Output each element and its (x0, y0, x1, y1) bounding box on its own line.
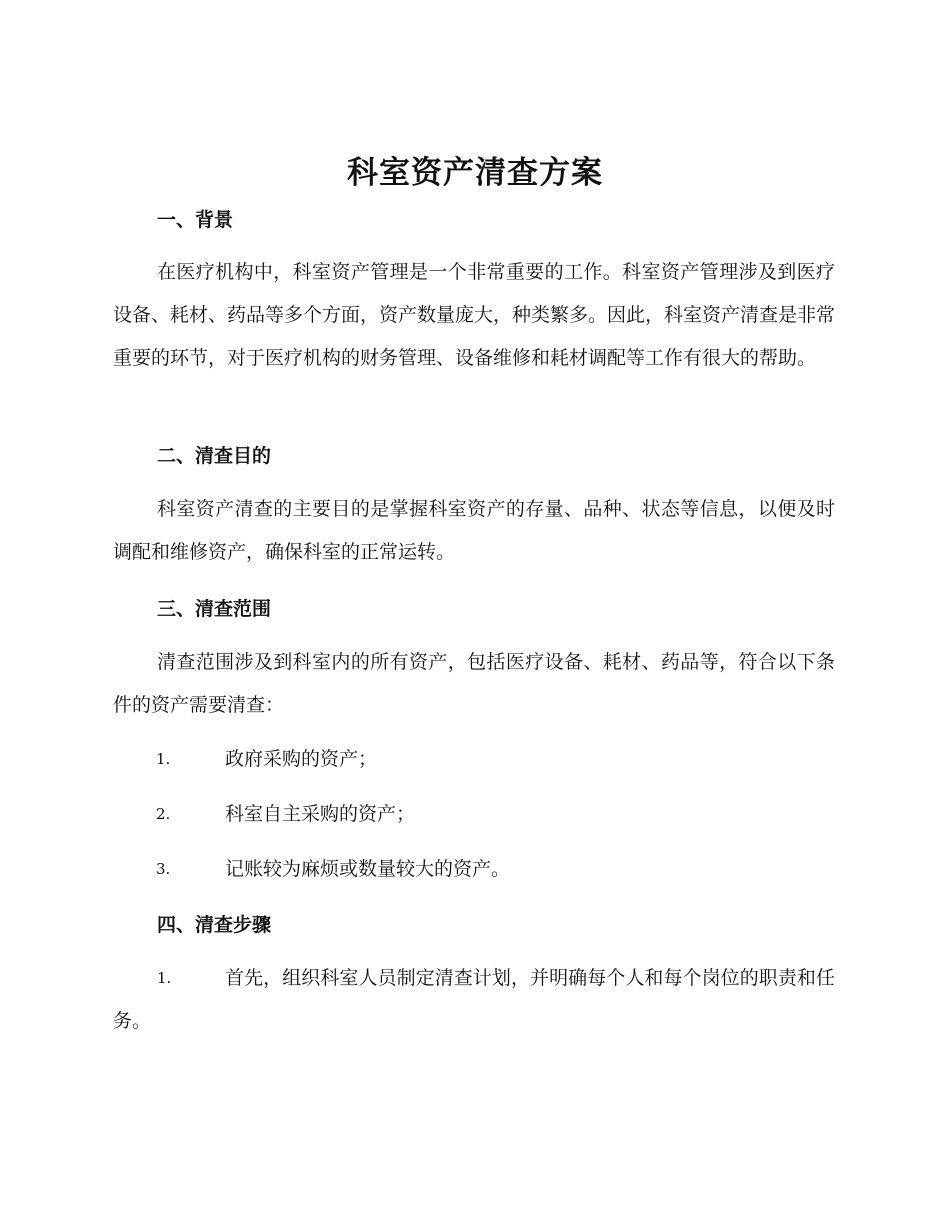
section-heading-scope: 三、清查范围 (157, 598, 272, 620)
list-item-number: 2. (156, 805, 171, 823)
list-item-text: 科室自主采购的资产； (225, 803, 416, 825)
section-paragraph-scope: 清查范围涉及到科室内的所有资产，包括医疗设备、耗材、药品等，符合以下条件的资产需要清查： (113, 651, 835, 716)
list-item-text: 政府采购的资产； (225, 748, 378, 770)
section-heading-purpose: 二、清查目的 (157, 445, 272, 467)
document-title: 科室资产清查方案 (347, 155, 603, 191)
section-paragraph-purpose: 科室资产清查的主要目的是掌握科室资产的存量、品种、状态等信息，以便及时调配和维修资产，确保科室的正常运转。 (113, 498, 835, 563)
section-heading-steps: 四、清查步骤 (157, 914, 272, 936)
step-item (113, 957, 835, 1043)
step-number: 1. (157, 969, 172, 987)
section-paragraph-background: 在医疗机构中，科室资产管理是一个非常重要的工作。科室资产管理涉及到医疗设备、耗材、药品等多个方面，资产数量庞大，种类繁多。因此，科室资产清查是非常重要的环节，对于医疗机构的财务管理、设备维修和耗材调配等工作有很大的帮助。 (113, 261, 836, 369)
list-item-number: 3. (156, 860, 171, 878)
step-text: 首先，组织科室人员制定清查计划，并明确每个人和每个岗位的职责和任务。 (113, 967, 835, 1032)
section-heading-background: 一、背景 (157, 209, 234, 231)
list-item-text: 记账较为麻烦或数量较大的资产。 (225, 858, 511, 880)
list-item-number: 1. (156, 750, 171, 768)
